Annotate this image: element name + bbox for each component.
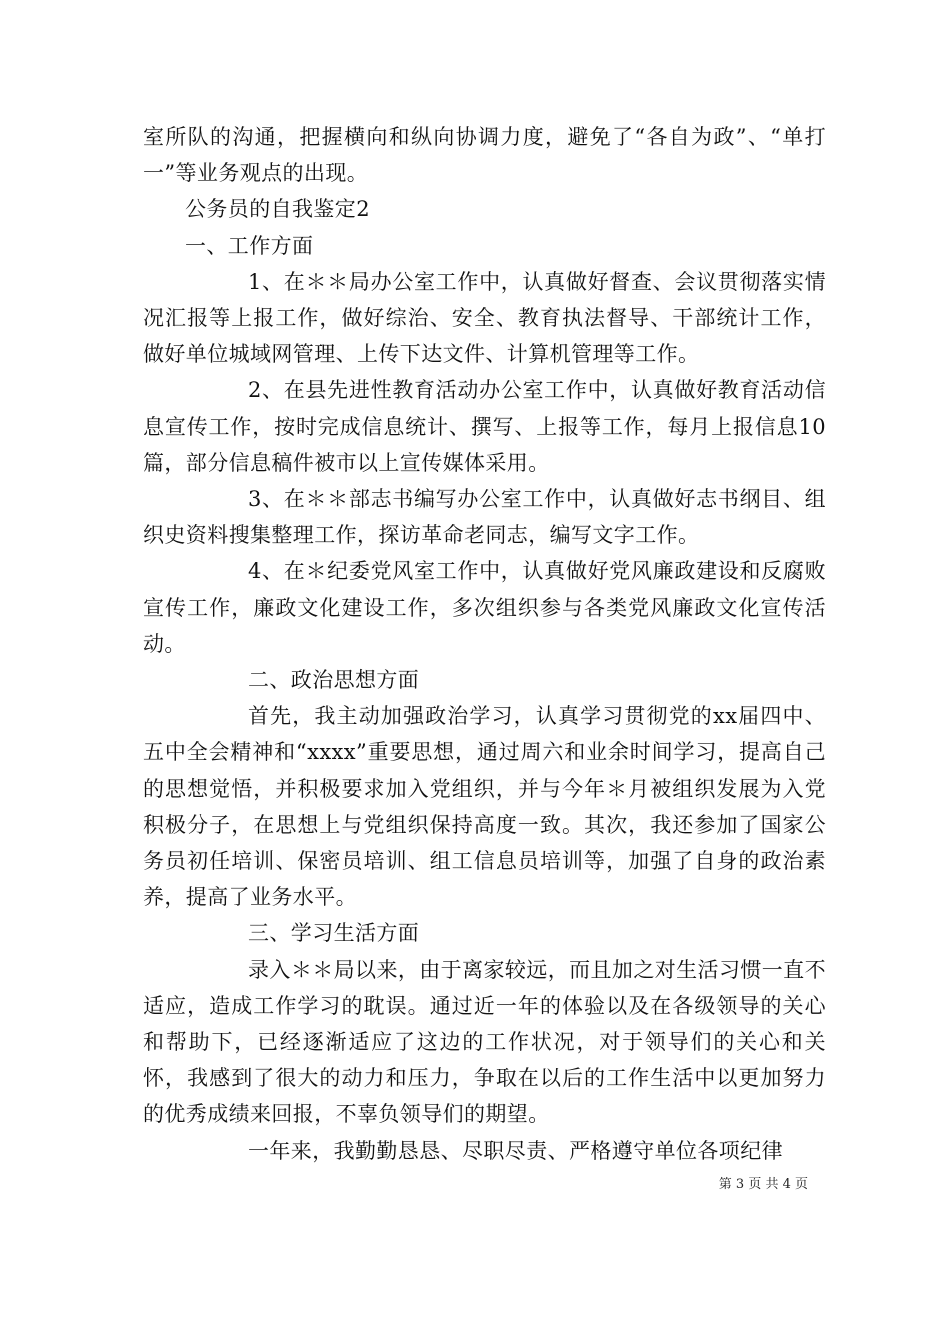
paragraph-item-4: 4、在＊纪委党风室工作中，认真做好党风廉政建设和反腐败宣传工作，廉政文化建设工作，多次组织参与各类党风廉政文化宣传活动。 (143, 559, 826, 656)
paragraph-continuation: 室所队的沟通，把握横向和纵向协调力度，避免了“各自为政”、“单打一”等业务观点的出现。 (143, 125, 826, 186)
page-number-footer: 第 3 页 共 4 页 (718, 1177, 808, 1192)
paragraph-study-life: 录入＊＊局以来，由于离家较远，而且加之对生活习惯一直不适应，造成工作学习的耽误。通过近一年的体验以及在各级领导的关心和帮助下，已经逐渐适应了这边的工作状况，对于领导们的关心和关怀，我感到了很大的动力和压力，争取在以后的工作生活中以更加努力的优秀成绩来回报，不辜负领导们的期望。 (143, 957, 826, 1127)
paragraph-summary: 一年来，我勤勤恳恳、尽职尽责、严格遵守单位各项纪律 (248, 1138, 783, 1163)
paragraph-politics: 首先，我主动加强政治学习，认真学习贯彻党的xx届四中、五中全会精神和“xxxx”重要思想，通过周六和业余时间学习，提高自己的思想觉悟，并积极要求加入党组织，并与今年＊月被组织发展为入党积极分子，在思想上与党组织保持高度一致。其次，我还参加了国家公务员初任培训、保密员培训、组工信息员培训等，加强了自身的政治素养，提高了业务水平。 (143, 704, 826, 910)
heading-study-life: 三、学习生活方面 (248, 921, 420, 946)
heading-politics: 二、政治思想方面 (248, 668, 420, 693)
paragraph-item-3: 3、在＊＊部志书编写办公室工作中，认真做好志书纲目、组织史资料搜集整理工作，探访革命老同志，编写文字工作。 (143, 487, 826, 548)
heading-work: 一、工作方面 (185, 233, 314, 258)
section-title: 公务员的自我鉴定2 (185, 197, 370, 222)
paragraph-item-2: 2、在县先进性教育活动办公室工作中，认真做好教育活动信息宣传工作，按时完成信息统计、撰写、上报等工作，每月上报信息10篇，部分信息稿件被市以上宣传媒体采用。 (143, 378, 826, 475)
document-body (143, 119, 826, 1169)
paragraph-item-1: 1、在＊＊局办公室工作中，认真做好督查、会议贯彻落实情况汇报等上报工作，做好综治、安全、教育执法督导、干部统计工作，做好单位城域网管理、上传下达文件、计算机管理等工作。 (143, 269, 826, 367)
